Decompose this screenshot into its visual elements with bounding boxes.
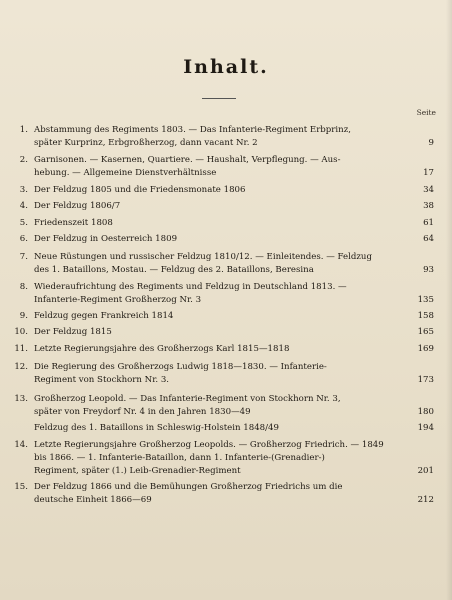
toc-entry-line: Friedenszeit 1808 — [34, 218, 113, 228]
toc-entry-line: Der Feldzug in Oesterreich 1809 — [34, 234, 178, 244]
toc-entry-line: Neue Rüstungen und russischer Feldzug 1810/12. — Einleitendes. — Feldzug — [34, 252, 372, 262]
toc-entry-page-number: 64 — [423, 234, 434, 244]
toc-entry-number: 6. — [19, 234, 28, 244]
toc-entry-line: Regiment, später (1.) Leib-Grenadier-Regiment — [34, 465, 241, 476]
toc-entry-line: Feldzug des 1. Bataillons in Schleswig-Holstein 1848/49 — [34, 423, 279, 433]
toc-entry-page-number: 38 — [423, 201, 434, 211]
toc-entry-number: 11. — [14, 344, 28, 354]
toc-entry-number: 8. — [19, 282, 28, 292]
toc-entry-line: Großherzog Leopold. — Das Infanterie-Regiment von Stockhorn Nr. 3, — [34, 394, 341, 404]
toc-entry-page-number: 61 — [423, 218, 434, 228]
page-fold-shadow — [446, 0, 452, 600]
toc-entry-number: 2. — [19, 155, 28, 165]
toc-entry-number: 1. — [19, 125, 28, 135]
toc-entry-page-number: 158 — [417, 311, 434, 321]
toc-entry-number: 7. — [19, 252, 28, 262]
toc-entry-number: 15. — [14, 482, 28, 492]
toc-entry-page-number: 169 — [417, 344, 434, 354]
toc-entry-page-number: 212 — [417, 494, 434, 505]
toc-entry-number: 12. — [14, 362, 28, 372]
toc-entry-line: Regiment von Stockhorn Nr. 3. — [34, 374, 170, 385]
seite-column-label: Seite — [416, 108, 436, 117]
toc-entry-page-number: 201 — [417, 465, 434, 476]
toc-entry-line: Der Feldzug 1866 und die Bemühungen Großherzog Friedrichs um die — [34, 482, 343, 492]
toc-entry-number: 5. — [19, 218, 28, 228]
toc-entry-number: 13. — [14, 394, 28, 404]
toc-entry-line: Der Feldzug 1805 und die Friedensmonate 1806 — [34, 185, 246, 195]
toc-entry-page-number: 194 — [417, 423, 434, 433]
toc-entry-number: 10. — [14, 327, 28, 337]
toc-entry-number: 4. — [19, 201, 28, 211]
toc-entry-page-number: 34 — [423, 185, 434, 195]
toc-entry-line: Garnisonen. — Kasernen, Quartiere. — Haushalt, Verpflegung. — Aus- — [34, 155, 341, 165]
title-rule — [202, 98, 236, 99]
toc-entry-page-number: 135 — [417, 294, 434, 305]
toc-entry-line: später von Freydorf Nr. 4 in den Jahren 1830—49 — [34, 406, 251, 417]
toc-entry-line: hebung. — Allgemeine Dienstverhältnisse — [34, 167, 217, 178]
toc-entry-line: deutsche Einheit 1866—69 — [34, 494, 152, 505]
toc-entry-line: Letzte Regierungsjahre Großherzog Leopolds. — Großherzog Friedrich. — 1849 — [34, 440, 384, 450]
toc-entry-line: des 1. Bataillons, Mostau. — Feldzug des 2. Bataillons, Beresina — [34, 264, 314, 275]
toc-entry-line: Abstammung des Regiments 1803. — Das Infanterie-Regiment Erbprinz, — [34, 125, 351, 135]
toc-entry-line: Feldzug gegen Frankreich 1814 — [34, 311, 174, 321]
toc-entry-line: Der Feldzug 1806/7 — [34, 201, 121, 211]
toc-entry-line: Der Feldzug 1815 — [34, 327, 112, 337]
toc-entry-line: später Kurprinz, Erbgroßherzog, dann vacant Nr. 2 — [34, 137, 258, 148]
toc-entry-page-number: 93 — [423, 264, 434, 275]
toc-entry-page-number: 180 — [417, 406, 434, 417]
toc-entry-page-number: 173 — [417, 374, 434, 385]
toc-entry-line: Infanterie-Regiment Großherzog Nr. 3 — [34, 294, 202, 305]
toc-entry-number: 3. — [19, 185, 28, 195]
toc-entry-number: 9. — [19, 311, 28, 321]
toc-entry-line: Die Regierung des Großherzogs Ludwig 1818—1830. — Infanterie- — [34, 362, 327, 372]
toc-entry-number: 14. — [14, 440, 28, 450]
toc-entry-line: Letzte Regierungsjahre des Großherzogs Karl 1815—1818 — [34, 344, 290, 354]
toc-entry-page-number: 165 — [417, 327, 434, 337]
toc-entry-page-number: 9 — [428, 137, 434, 148]
toc-entry-page-number: 17 — [423, 167, 434, 178]
toc-entry-line: bis 1866. — 1. Infanterie-Bataillon, dann 1. Infanterie-(Grenadier-) — [34, 452, 325, 463]
page-title: Inhalt. — [183, 56, 269, 78]
toc-entry-line: Wiederaufrichtung des Regiments und Feldzug in Deutschland 1813. — — [34, 282, 347, 292]
